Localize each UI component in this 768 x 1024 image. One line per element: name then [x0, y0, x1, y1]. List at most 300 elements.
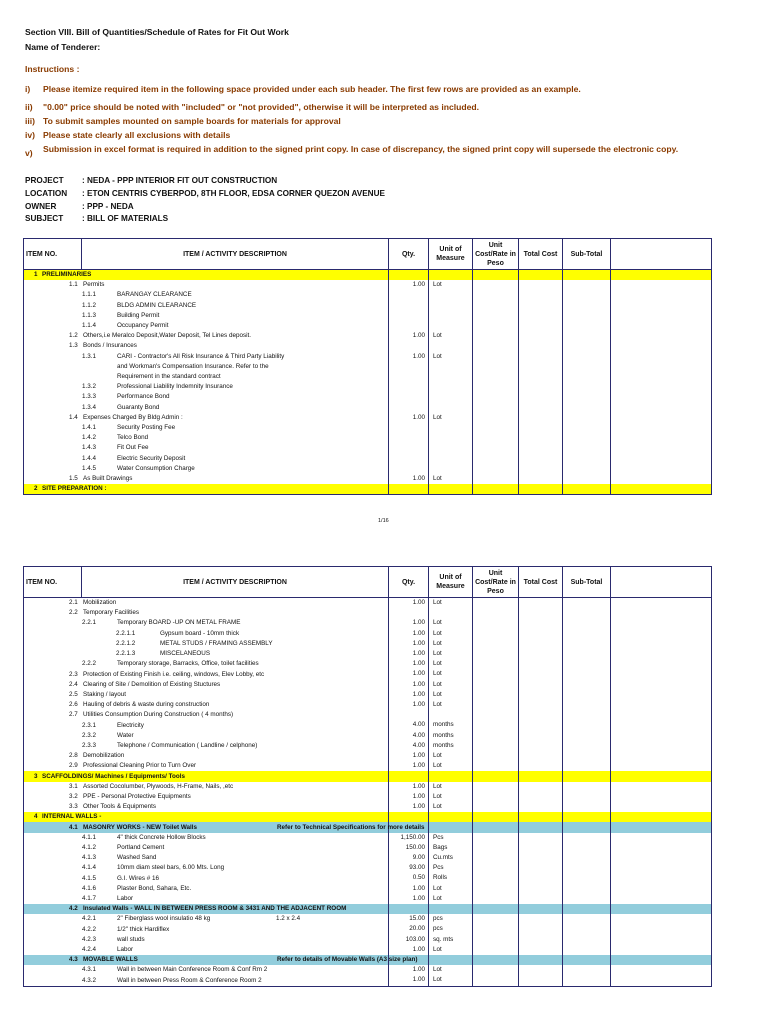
item-number: 1.3.1 — [82, 352, 97, 360]
row-unit-cost — [473, 362, 519, 372]
table-row — [24, 710, 712, 720]
row-extra — [611, 301, 712, 311]
row-uom: months — [429, 741, 473, 751]
row-uom — [429, 771, 473, 781]
row-subtotal — [563, 443, 611, 453]
row-qty — [389, 290, 429, 300]
item-number: 1 — [34, 271, 38, 279]
row-subtotal — [563, 884, 611, 894]
row-total-cost — [519, 433, 563, 443]
item-text: Fit Out Fee — [117, 444, 149, 452]
item-number: 3 — [34, 772, 38, 780]
item-number: 1.1 — [69, 281, 78, 289]
item-text: Temporary storage, Barracks, Office, toilet facilities — [117, 660, 259, 668]
row-qty: 1.00 — [389, 639, 429, 649]
item-number: 2.1 — [69, 599, 78, 607]
row-item-no — [24, 833, 389, 843]
item-text: and Workman's Compensation Insurance. Refer to the — [117, 362, 269, 370]
row-extra — [611, 914, 712, 924]
row-total-cost — [519, 782, 563, 792]
row-extra — [611, 955, 712, 965]
row-uom — [429, 484, 473, 495]
row-total-cost — [519, 331, 563, 341]
location-row: LOCATION : ETON CENTRIS CYBERPOD, 8TH FLOOR, EDSA CORNER QUEZON AVENUE — [25, 189, 385, 198]
item-number: 1.4 — [69, 413, 78, 421]
item-text: Protection of Existing Finish i.e. ceiling, windows, Elev Lobby, etc — [83, 670, 265, 678]
item-number: 1.4.2 — [82, 434, 97, 442]
row-item-no — [24, 731, 389, 741]
row-total-cost — [519, 402, 563, 412]
row-qty: 1.00 — [389, 669, 429, 679]
col-item-no: ITEM NO. — [24, 239, 82, 270]
row-qty: 1.00 — [389, 280, 429, 290]
row-unit-cost — [473, 945, 519, 955]
row-subtotal — [563, 965, 611, 975]
row-uom — [429, 822, 473, 832]
row-subtotal — [563, 761, 611, 771]
item-number: 2.3.3 — [82, 741, 97, 749]
item-number: 4.2.4 — [82, 945, 97, 953]
row-extra — [611, 782, 712, 792]
col-total-cost: Total Cost — [519, 567, 563, 598]
table-row — [24, 341, 712, 351]
row-subtotal — [563, 935, 611, 945]
page-number: 1/16 — [378, 518, 389, 524]
row-subtotal — [563, 812, 611, 822]
table-row — [24, 402, 712, 412]
table-row — [24, 352, 712, 362]
item-number: 1.1.1 — [82, 291, 97, 299]
item-text: BARANGAY CLEARANCE — [117, 291, 192, 299]
row-total-cost — [519, 392, 563, 402]
row-item-no — [24, 362, 389, 372]
row-item-no — [24, 680, 389, 690]
item-number: 1.4.1 — [82, 423, 97, 431]
table-row — [24, 904, 712, 914]
row-uom — [429, 453, 473, 463]
row-item-no — [24, 761, 389, 771]
row-subtotal — [563, 341, 611, 351]
row-qty: 4.00 — [389, 741, 429, 751]
row-extra — [611, 690, 712, 700]
col-uom: Unit of Measure — [429, 567, 473, 598]
row-subtotal — [563, 423, 611, 433]
row-total-cost — [519, 955, 563, 965]
row-total-cost — [519, 935, 563, 945]
row-item-no — [24, 321, 389, 331]
row-unit-cost — [473, 843, 519, 853]
row-subtotal — [563, 433, 611, 443]
row-unit-cost — [473, 802, 519, 812]
table-row — [24, 853, 712, 863]
row-qty: 9.00 — [389, 853, 429, 863]
col-qty: Qty. — [389, 567, 429, 598]
row-unit-cost — [473, 822, 519, 832]
row-qty: 1.00 — [389, 690, 429, 700]
item-number: 1.1.2 — [82, 301, 97, 309]
row-total-cost — [519, 822, 563, 832]
row-qty — [389, 362, 429, 372]
row-item-no — [24, 965, 389, 975]
table-row — [24, 873, 712, 883]
item-text: Telephone / Communication ( Landline / celphone) — [117, 741, 258, 749]
row-extra — [611, 290, 712, 300]
row-subtotal — [563, 413, 611, 423]
item-text: Permits — [83, 281, 105, 289]
row-item-no — [24, 598, 389, 609]
row-extra — [611, 433, 712, 443]
row-uom: Lot — [429, 690, 473, 700]
row-total-cost — [519, 453, 563, 463]
row-unit-cost — [473, 341, 519, 351]
row-unit-cost — [473, 741, 519, 751]
table-row — [24, 382, 712, 392]
row-unit-cost — [473, 975, 519, 986]
item-text: Labor — [117, 945, 134, 953]
row-uom — [429, 290, 473, 300]
row-subtotal — [563, 453, 611, 463]
item-number: 2.2.1.3 — [116, 650, 136, 658]
table-row — [24, 945, 712, 955]
row-extra — [611, 669, 712, 679]
item-text: Security Posting Fee — [117, 423, 176, 431]
table-row — [24, 280, 712, 290]
row-total-cost — [519, 812, 563, 822]
row-extra — [611, 873, 712, 883]
row-qty: 150.00 — [389, 843, 429, 853]
item-number: 1.5 — [69, 474, 78, 482]
item-text: Assorted Cocolumber, Plywoods, H-Frame, Nails, ,etc — [83, 782, 234, 790]
row-extra — [611, 618, 712, 628]
row-subtotal — [563, 402, 611, 412]
item-text: 1/2" thick Hardiflex — [117, 925, 170, 933]
item-number: 1.3.3 — [82, 393, 97, 401]
row-uom — [429, 443, 473, 453]
row-uom: Lot — [429, 792, 473, 802]
row-item-no — [24, 413, 389, 423]
row-unit-cost — [473, 443, 519, 453]
row-uom: Lot — [429, 802, 473, 812]
table-row — [24, 372, 712, 382]
row-total-cost — [519, 321, 563, 331]
row-uom — [429, 608, 473, 618]
row-unit-cost — [473, 761, 519, 771]
row-subtotal — [563, 321, 611, 331]
row-total-cost — [519, 474, 563, 484]
row-unit-cost — [473, 270, 519, 281]
table-row — [24, 321, 712, 331]
row-item-no — [24, 802, 389, 812]
row-uom: Cu.mts — [429, 853, 473, 863]
item-text: Performance Bond — [117, 393, 170, 401]
row-total-cost — [519, 629, 563, 639]
row-unit-cost — [473, 649, 519, 659]
row-total-cost — [519, 700, 563, 710]
row-qty: 20.00 — [389, 924, 429, 934]
row-unit-cost — [473, 629, 519, 639]
item-number: 2.2.1 — [82, 619, 97, 627]
row-subtotal — [563, 782, 611, 792]
row-subtotal — [563, 822, 611, 832]
owner-row: OWNER : PPP - NEDA — [25, 202, 134, 211]
row-item-no — [24, 945, 389, 955]
item-number: 2 — [34, 485, 38, 493]
row-uom — [429, 270, 473, 281]
table-row — [24, 812, 712, 822]
row-total-cost — [519, 731, 563, 741]
item-number: 2.8 — [69, 752, 78, 760]
row-item-no — [24, 392, 389, 402]
row-uom: pcs — [429, 924, 473, 934]
row-subtotal — [563, 792, 611, 802]
row-extra — [611, 680, 712, 690]
row-extra — [611, 413, 712, 423]
row-item-no — [24, 331, 389, 341]
row-extra — [611, 311, 712, 321]
row-uom: Lot — [429, 618, 473, 628]
row-extra — [611, 352, 712, 362]
row-subtotal — [563, 955, 611, 965]
col-total-cost: Total Cost — [519, 239, 563, 270]
item-text: MOVABLE WALLS — [83, 956, 138, 964]
row-qty: 1.00 — [389, 331, 429, 341]
table-row — [24, 629, 712, 639]
row-uom: Lot — [429, 751, 473, 761]
row-qty: 1.00 — [389, 659, 429, 669]
row-item-no — [24, 710, 389, 720]
row-uom — [429, 464, 473, 474]
row-extra — [611, 710, 712, 720]
row-extra — [611, 945, 712, 955]
row-extra — [611, 321, 712, 331]
row-unit-cost — [473, 853, 519, 863]
row-item-no — [24, 453, 389, 463]
row-uom: Lot — [429, 782, 473, 792]
col-qty: Qty. — [389, 239, 429, 270]
row-total-cost — [519, 751, 563, 761]
row-total-cost — [519, 833, 563, 843]
item-text: Hauling of debris & waste during construction — [83, 701, 210, 709]
row-unit-cost — [473, 280, 519, 290]
row-qty: 1.00 — [389, 700, 429, 710]
item-number: 1.1.4 — [82, 322, 97, 330]
item-text: Building Permit — [117, 311, 160, 319]
row-total-cost — [519, 761, 563, 771]
table-row — [24, 884, 712, 894]
row-unit-cost — [473, 331, 519, 341]
row-subtotal — [563, 975, 611, 986]
item-number: 4.2.3 — [82, 935, 97, 943]
item-text: G.I. Wires # 16 — [117, 874, 159, 882]
item-text: Occupancy Permit — [117, 322, 169, 330]
item-text: Professional Cleaning Prior to Turn Over — [83, 762, 197, 770]
table-row — [24, 761, 712, 771]
row-subtotal — [563, 618, 611, 628]
row-unit-cost — [473, 700, 519, 710]
row-extra — [611, 720, 712, 730]
row-qty — [389, 321, 429, 331]
item-number: 4.1.5 — [82, 874, 97, 882]
item-number: 1.4.5 — [82, 464, 97, 472]
row-unit-cost — [473, 924, 519, 934]
row-extra — [611, 639, 712, 649]
row-qty: 1.00 — [389, 618, 429, 628]
item-text: 10mm diam steel bars, 6.00 Mts. Long — [117, 864, 225, 872]
row-subtotal — [563, 362, 611, 372]
row-qty — [389, 341, 429, 351]
row-subtotal — [563, 751, 611, 761]
row-subtotal — [563, 392, 611, 402]
row-total-cost — [519, 280, 563, 290]
row-qty — [389, 382, 429, 392]
row-qty — [389, 771, 429, 781]
item-text: Demobilization — [83, 752, 125, 760]
row-item-no — [24, 741, 389, 751]
table-row — [24, 782, 712, 792]
col-description: ITEM / ACTIVITY DESCRIPTION — [82, 239, 389, 270]
row-unit-cost — [473, 464, 519, 474]
project-row: PROJECT : NEDA - PPP INTERIOR FIT OUT CONSTRUCTION — [25, 176, 278, 185]
row-unit-cost — [473, 484, 519, 495]
row-total-cost — [519, 710, 563, 720]
item-number: 4 — [34, 813, 38, 821]
row-uom: Lot — [429, 352, 473, 362]
row-item-no — [24, 402, 389, 412]
row-item-no — [24, 771, 389, 781]
row-item-no — [24, 290, 389, 300]
row-uom — [429, 392, 473, 402]
row-total-cost — [519, 598, 563, 609]
row-uom — [429, 433, 473, 443]
table-row — [24, 924, 712, 934]
row-total-cost — [519, 802, 563, 812]
row-subtotal — [563, 669, 611, 679]
row-extra — [611, 443, 712, 453]
row-unit-cost — [473, 904, 519, 914]
row-total-cost — [519, 290, 563, 300]
table-row — [24, 669, 712, 679]
item-text: Utilities Consumption During Construction ( 4 months) — [83, 711, 234, 719]
row-extra — [611, 598, 712, 609]
row-unit-cost — [473, 618, 519, 628]
row-extra — [611, 771, 712, 781]
row-total-cost — [519, 904, 563, 914]
row-subtotal — [563, 331, 611, 341]
row-uom: Lot — [429, 884, 473, 894]
row-qty: 1.00 — [389, 802, 429, 812]
row-extra — [611, 833, 712, 843]
table-row — [24, 833, 712, 843]
row-uom: Lot — [429, 975, 473, 986]
item-number: 4.3.2 — [82, 976, 97, 984]
row-total-cost — [519, 690, 563, 700]
row-total-cost — [519, 639, 563, 649]
row-subtotal — [563, 863, 611, 873]
row-item-no — [24, 975, 389, 986]
row-uom: Lot — [429, 700, 473, 710]
item-text: Washed Sand — [117, 854, 157, 862]
row-extra — [611, 464, 712, 474]
item-text: CARI - Contractor's All Risk Insurance & Third Party Liability — [117, 352, 285, 360]
row-unit-cost — [473, 659, 519, 669]
row-qty — [389, 270, 429, 281]
row-uom: Lot — [429, 629, 473, 639]
row-total-cost — [519, 843, 563, 853]
item-number: 2.2.1.1 — [116, 629, 136, 637]
row-uom: Lot — [429, 659, 473, 669]
row-uom — [429, 372, 473, 382]
table-row — [24, 843, 712, 853]
item-text: MISCELANEOUS — [160, 650, 211, 658]
item-number: 2.6 — [69, 701, 78, 709]
row-item-no — [24, 311, 389, 321]
item-text: Water Consumption Charge — [117, 464, 195, 472]
row-total-cost — [519, 301, 563, 311]
row-extra — [611, 741, 712, 751]
row-subtotal — [563, 352, 611, 362]
row-unit-cost — [473, 690, 519, 700]
row-qty: 1.00 — [389, 629, 429, 639]
row-uom: Pcs — [429, 863, 473, 873]
row-total-cost — [519, 884, 563, 894]
row-uom: Lot — [429, 680, 473, 690]
row-qty: 1.00 — [389, 352, 429, 362]
row-uom — [429, 423, 473, 433]
row-qty — [389, 423, 429, 433]
row-total-cost — [519, 771, 563, 781]
row-qty: 1.00 — [389, 751, 429, 761]
row-qty: 0.50 — [389, 873, 429, 883]
row-qty — [389, 710, 429, 720]
boq-table-page-2 — [23, 566, 712, 987]
row-subtotal — [563, 843, 611, 853]
col-subtotal: Sub-Total — [563, 567, 611, 598]
row-uom: Pcs — [429, 833, 473, 843]
item-number: 4.1.7 — [82, 894, 97, 902]
row-unit-cost — [473, 833, 519, 843]
row-item-no — [24, 894, 389, 904]
row-subtotal — [563, 311, 611, 321]
table-row — [24, 955, 712, 965]
table-row — [24, 914, 712, 924]
row-total-cost — [519, 484, 563, 495]
row-uom: Lot — [429, 598, 473, 609]
row-extra — [611, 402, 712, 412]
row-qty: 15.00 — [389, 914, 429, 924]
table-row — [24, 301, 712, 311]
row-extra — [611, 853, 712, 863]
row-extra — [611, 629, 712, 639]
row-item-no — [24, 873, 389, 883]
row-subtotal — [563, 659, 611, 669]
row-uom — [429, 382, 473, 392]
item-text: Mobilization — [83, 599, 117, 607]
row-item-no — [24, 904, 389, 914]
row-qty: 1.00 — [389, 975, 429, 986]
row-unit-cost — [473, 955, 519, 965]
item-text: Temporary Facilities — [83, 609, 139, 617]
tenderer-label: Name of Tenderer: — [25, 42, 101, 52]
table-row — [24, 484, 712, 495]
item-number: 3.2 — [69, 792, 78, 800]
item-number: 1.3 — [69, 342, 78, 350]
table-row — [24, 270, 712, 281]
table-row — [24, 433, 712, 443]
row-item-no — [24, 700, 389, 710]
row-item-no — [24, 751, 389, 761]
row-unit-cost — [473, 782, 519, 792]
row-uom: pcs — [429, 914, 473, 924]
